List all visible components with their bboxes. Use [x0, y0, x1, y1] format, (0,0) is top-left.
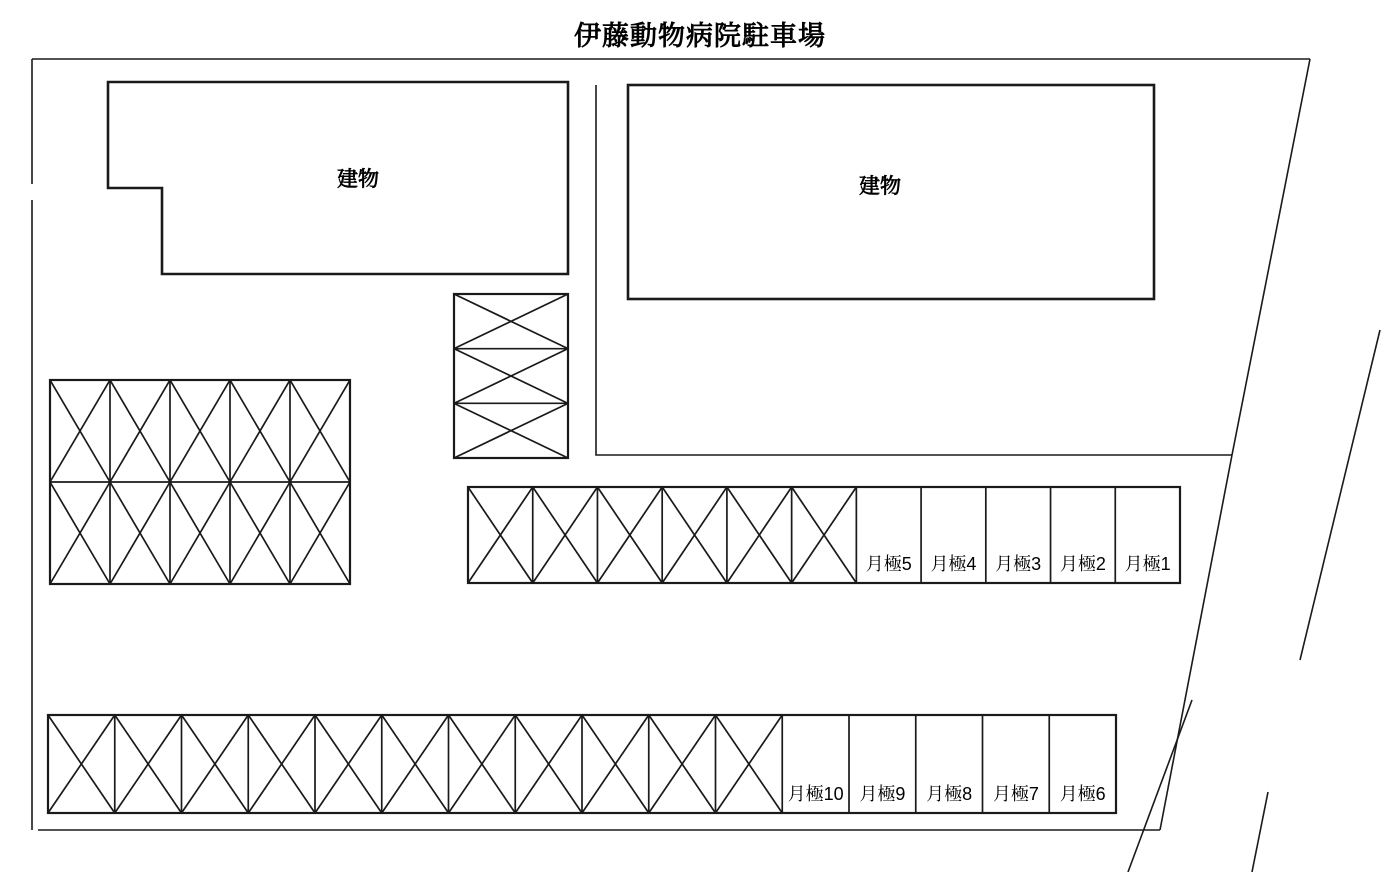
building-west-label: 建物	[337, 168, 379, 191]
stall-label-月極2: 月極2	[1059, 554, 1106, 574]
boundary-diagonal-2	[1160, 455, 1232, 830]
stall-label-月極1: 月極1	[1124, 554, 1171, 574]
stall-label-月極8: 月極8	[926, 784, 973, 804]
center-stall-block	[454, 294, 568, 458]
building-east-label: 建物	[859, 175, 901, 198]
boundary-diagonal-1	[1232, 59, 1310, 455]
parking-stall-labels	[788, 554, 1171, 804]
stall-label-月極3: 月極3	[995, 554, 1042, 574]
boundary-diagonal-4	[1128, 700, 1192, 872]
site-boundary	[32, 59, 1380, 872]
stall-label-月極4: 月極4	[930, 554, 977, 574]
stall-label-月極7: 月極7	[992, 784, 1039, 804]
boundary-diagonal-3	[1300, 330, 1380, 660]
left-stall-block	[50, 380, 350, 584]
boundary-diagonal-5	[1252, 792, 1268, 872]
building-labels	[337, 167, 901, 198]
buildings	[108, 82, 1154, 299]
stall-label-月極9: 月極9	[859, 784, 906, 804]
stall-label-月極6: 月極6	[1059, 784, 1106, 804]
stall-label-月極5: 月極5	[865, 554, 912, 574]
stall-label-月極10: 月極10	[787, 784, 844, 804]
page-title: 伊藤動物病院駐車場	[574, 21, 826, 51]
internal-road-line	[596, 85, 1232, 455]
